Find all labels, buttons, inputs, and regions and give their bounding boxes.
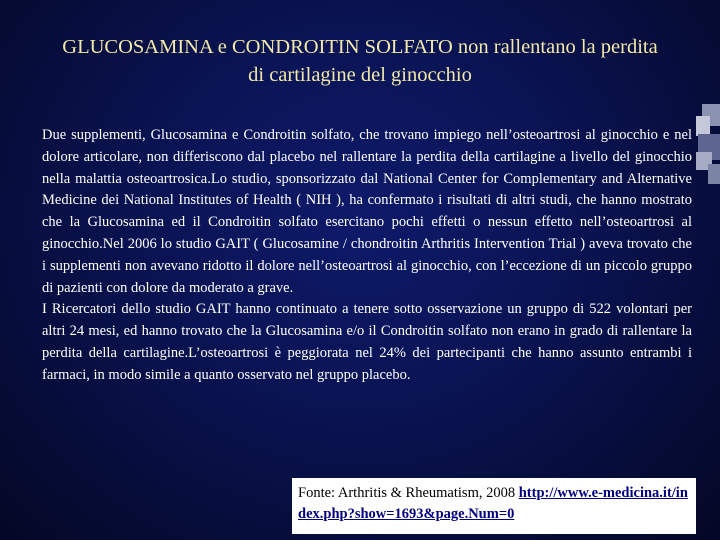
paragraph-1: Due supplementi, Glucosamina e Condroitin solfato, che trovano impiego nell’osteoartrosi al ginocchio e nel dolore articolare, non differiscono dal placebo nel rallentare la perdita della cartilagine a livello del ginocchio nella malattia osteoartrosica.Lo studio, sponsorizzato dal National Center for Complementary and Alternative Medicine dei National Institutes of Health ( NIH ), ha confermato i risultati di altri studi, che hanno mostrato che la Glucosamina ed il Condroitin solfato esercitano pochi effetti o nessun effetto nell’osteoartrosi al ginocchio.Nel 2006 lo studio GAIT ( Glucosamine / chondroitin Arthritis Intervention Trial ) aveva trovato che i supplementi non avevano ridotto il dolore nell’osteoartrosi al ginocchio, con l’eccezione di un piccolo gruppo di pazienti con dolore da moderato a grave. bbox=[42, 127, 692, 296]
body-text bbox=[42, 125, 692, 387]
source-citation: Fonte: Arthritis & Rheumatism, 2008 bbox=[298, 485, 519, 501]
paragraph-2: I Ricercatori dello studio GAIT hanno continuato a tenere sotto osservazione un gruppo di 522 volontari per altri 24 mesi, ed hanno trovato che la Glucosamina e/o il Condroitin solfato non erano in grado di rallentare la perdita della cartilagine.L’osteoartrosi è peggiorata nel 24% dei partecipanti che hanno assunto entrambi i farmaci, in modo simile a quanto osservato nel gruppo placebo. bbox=[42, 301, 692, 383]
source-link[interactable]: http://www.e-medicina.it/index.php?show=1693&page.Num=0 bbox=[298, 485, 688, 522]
decorative-blocks bbox=[696, 104, 720, 184]
slide-title: GLUCOSAMINA e CONDROITIN SOLFATO non rallentano la perdita di cartilagine del ginocchio bbox=[62, 36, 658, 86]
source-box bbox=[292, 478, 696, 534]
